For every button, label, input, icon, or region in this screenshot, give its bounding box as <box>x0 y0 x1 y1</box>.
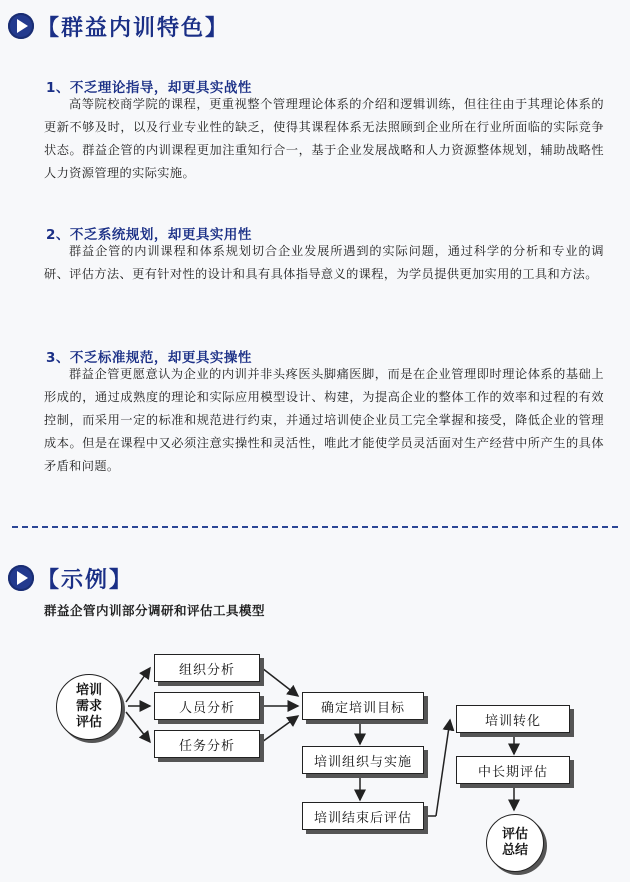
feature-2-title: 2、不乏系统规划，却更具实用性 <box>46 227 252 243</box>
person-analysis-box: 人员分析 <box>154 692 260 720</box>
arrow-org-to-goal <box>262 668 298 696</box>
arrow-start-to-org <box>126 668 150 702</box>
training-flow-diagram <box>0 630 630 882</box>
needs-assessment-label: 培训需求评估 <box>75 683 102 730</box>
feature-3-title: 3、不乏标准规范，却更具实操性 <box>46 350 252 366</box>
org-analysis-box: 组织分析 <box>154 654 260 682</box>
play-bullet-icon <box>8 13 34 39</box>
needs-assessment-circle <box>56 674 122 740</box>
feature-1-title: 1、不乏理论指导，却更具实战性 <box>46 80 252 96</box>
section-example-header <box>8 562 133 594</box>
eval-summary-circle <box>486 814 544 872</box>
section-features-title: 【群益内训特色】 <box>37 15 230 41</box>
arrow-post-to-transfer <box>436 720 450 816</box>
arrow-task-to-goal <box>262 716 298 742</box>
arrow-start-to-task <box>126 712 150 742</box>
diagram-subtitle: 群益企管内训部分调研和评估工具模型 <box>44 603 266 618</box>
task-analysis-box: 任务分析 <box>154 730 260 758</box>
section-features-header <box>8 10 229 42</box>
section-divider <box>12 526 618 528</box>
feature-3-body: 群益企管更愿意认为企业的内训并非头疼医头脚痛医脚，而是在企业管理即时理论体系的基础上形成的，通过成熟度的理论和实际应用模型设计、构建，为提高企业的整体工作的效率和过程的有效控制，而采用一定的标准和规范进行约束，并通过培训使企业员工完全掌握和接受，降低企业的管理成本。但是在课程中又必须注意实操性和灵活性，唯此才能使学员灵活面对生产经营中所产生的具体矛盾和问题。 <box>44 367 604 473</box>
play-bullet-icon <box>8 565 34 591</box>
feature-1-body: 高等院校商学院的课程，更重视整个管理理论体系的介绍和逻辑训练，但往往由于其理论体系的更新不够及时，以及行业专业性的缺乏，使得其课程体系无法照顾到企业所在行业所面临的实际竞争状态。群益企管的内训课程更加注重知行合一，基于企业发展战略和人力资源整体规划，辅助战略性人力资源管理的实际实施。 <box>44 97 604 180</box>
post-training-eval-box: 培训结束后评估 <box>302 802 424 830</box>
feature-2-body: 群益企管的内训课程和体系规划切合企业发展所遇到的实际问题，通过科学的分析和专业的调研、评估方法、更有针对性的设计和具有具体指导意义的课程，为学员提供更加实用的工具和方法。 <box>44 244 604 281</box>
long-term-eval-box: 中长期评估 <box>456 756 570 784</box>
training-transfer-box: 培训转化 <box>456 705 570 733</box>
training-goal-box: 确定培训目标 <box>302 692 424 720</box>
training-implementation-box: 培训组织与实施 <box>302 746 424 774</box>
eval-summary-label: 评估总结 <box>501 827 528 858</box>
section-example-title: 【示例】 <box>37 567 134 593</box>
